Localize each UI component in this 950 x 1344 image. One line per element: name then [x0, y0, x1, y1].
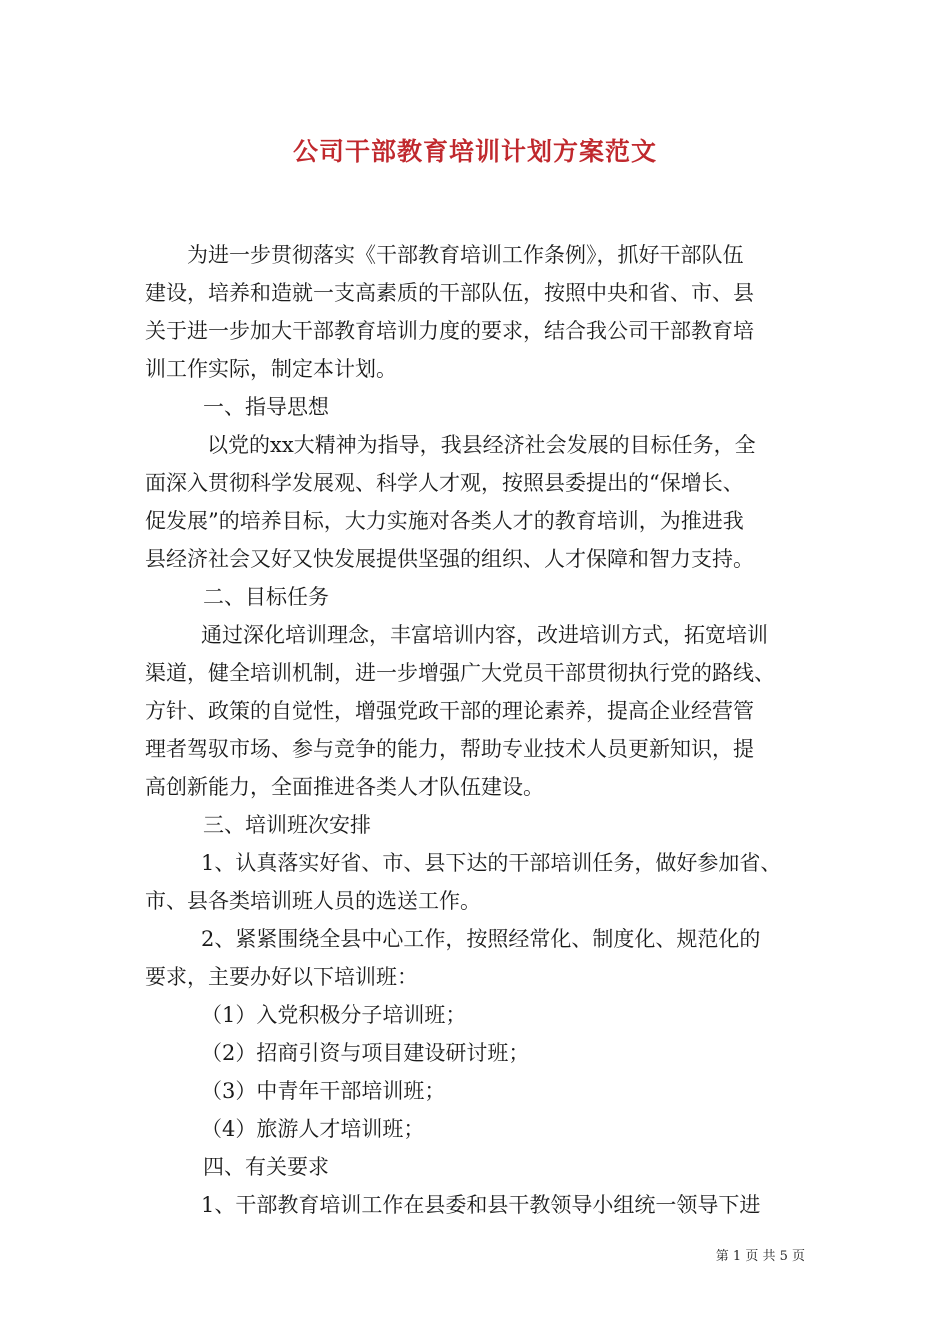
paragraph-line: 通过深化培训理念，丰富培训内容，改进培训方式，拓宽培训 — [201, 623, 768, 647]
paragraph-line: 1、认真落实好省、市、县下达的干部培训任务，做好参加省、 — [201, 851, 782, 875]
list-item: （4）旅游人才培训班； — [201, 1117, 425, 1141]
paragraph-line: 训工作实际，制定本计划。 — [145, 357, 397, 381]
section-heading: 二、目标任务 — [203, 585, 329, 609]
list-item: （3）中青年干部培训班； — [201, 1079, 446, 1103]
list-item: （1）入党积极分子培训班； — [201, 1003, 467, 1027]
section-heading: 四、有关要求 — [203, 1155, 329, 1179]
paragraph-line: 渠道，健全培训机制，进一步增强广大党员干部贯彻执行党的路线、 — [145, 661, 775, 685]
paragraph-line: 要求，主要办好以下培训班： — [145, 965, 418, 989]
paragraph-line: 理者驾驭市场、参与竞争的能力，帮助专业技术人员更新知识，提 — [145, 737, 754, 761]
paragraph-line: 县经济社会又好又快发展提供坚强的组织、人才保障和智力支持。 — [145, 547, 754, 571]
paragraph-line: 为进一步贯彻落实《干部教育培训工作条例》，抓好干部队伍 — [187, 243, 744, 267]
section-heading: 三、培训班次安排 — [203, 813, 371, 837]
paragraph-line: 1、干部教育培训工作在县委和县干教领导小组统一领导下进 — [201, 1193, 761, 1217]
paragraph-line: 方针、政策的自觉性，增强党政干部的理论素养，提高企业经营管 — [145, 699, 754, 723]
paragraph-line: 面深入贯彻科学发展观、科学人才观，按照县委提出的“保增长、 — [145, 471, 744, 495]
paragraph-line: 市、县各类培训班人员的选送工作。 — [145, 889, 481, 913]
paragraph-line: 以党的xx大精神为指导，我县经济社会发展的目标任务，全 — [207, 433, 756, 457]
paragraph-line: 高创新能力，全面推进各类人才队伍建设。 — [145, 775, 544, 799]
list-item: （2）招商引资与项目建设研讨班； — [201, 1041, 530, 1065]
document-title: 公司干部教育培训计划方案范文 — [292, 137, 657, 166]
document-body — [145, 236, 815, 1224]
paragraph-line: 2、紧紧围绕全县中心工作，按照经常化、制度化、规范化的 — [201, 927, 761, 951]
page-number: 第 1 页 共 5 页 — [715, 1249, 805, 1264]
section-heading: 一、指导思想 — [203, 395, 329, 419]
paragraph-line: 建设，培养和造就一支高素质的干部队伍，按照中央和省、市、县 — [145, 281, 754, 305]
paragraph-line: 促发展”的培养目标，大力实施对各类人才的教育培训，为推进我 — [145, 509, 744, 533]
paragraph-line: 关于进一步加大干部教育培训力度的要求，结合我公司干部教育培 — [145, 319, 754, 343]
